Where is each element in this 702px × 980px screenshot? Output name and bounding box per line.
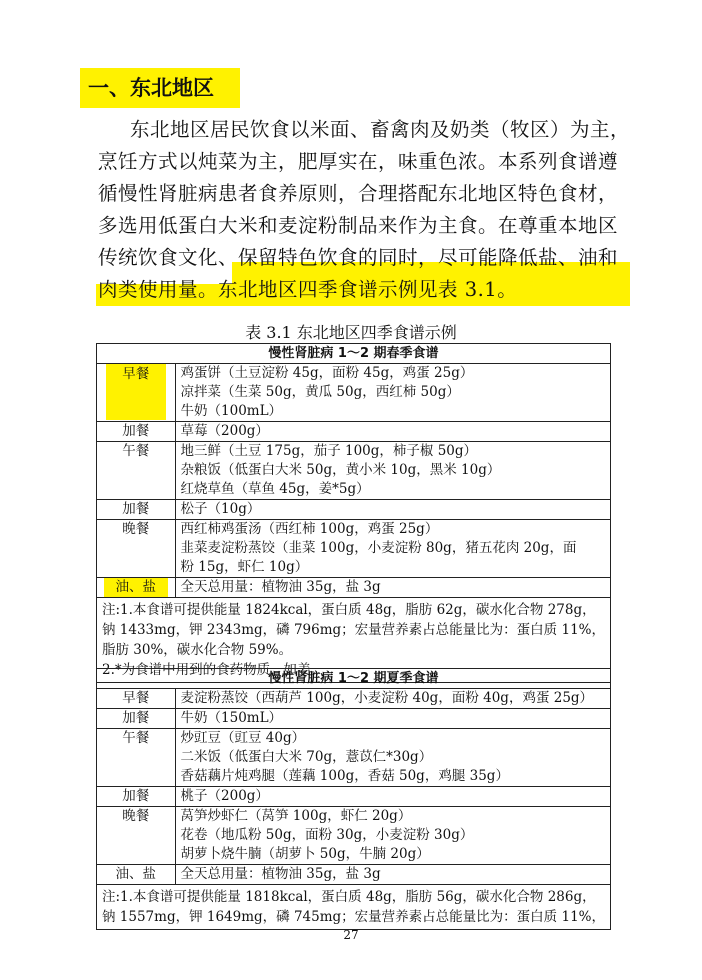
note-line: 注:1.本食谱可提供能量 1818kcal，蛋白质 48g，脂肪 56g，碳水化合物 286g，: [102, 889, 596, 905]
meal-label: 晚餐: [97, 520, 176, 578]
food-item: 炒豇豆（豇豆 40g）: [180, 730, 306, 746]
note-line: 注:1.本食谱可提供能量 1824kcal，蛋白质 48g，脂肪 62g，碳水化合物 278g，: [102, 602, 596, 618]
table-row: [97, 422, 611, 442]
paragraph-line: 肉类使用量。东北地区四季食谱示例见表 3.1。: [98, 278, 518, 301]
food-item: 地三鲜（土豆 175g，茄子 100g，柿子椒 50g）: [180, 443, 478, 459]
table-row: [97, 709, 611, 729]
page-number: 27: [343, 928, 359, 942]
food-item: 香菇藕片炖鸡腿（莲藕 100g，香菇 50g，鸡腿 35g）: [180, 768, 509, 784]
food-item: 花卷（地瓜粉 50g，面粉 30g，小麦淀粉 30g）: [180, 827, 474, 843]
table-row: [97, 689, 611, 709]
meal-label: 午餐: [97, 442, 176, 500]
meal-label: 早餐: [106, 364, 166, 420]
paragraph-line: 传统饮食文化、保留特色饮食的同时，尽可能降低盐、油和: [98, 246, 619, 269]
meal-label: 早餐: [97, 689, 176, 709]
food-item: 胡萝卜烧牛腩（胡萝卜 50g，牛腩 20g）: [180, 846, 430, 862]
notes-row: [97, 885, 611, 930]
food-item: 粉 15g，虾仁 10g）: [180, 559, 309, 575]
paragraph-line: 循慢性肾脏病患者食养原则，合理搭配东北地区特色食材，: [98, 182, 619, 205]
food-item: 鸡蛋饼（土豆淀粉 45g，面粉 45g，鸡蛋 25g）: [180, 365, 474, 381]
table-row: [97, 787, 611, 807]
table-caption: 表 3.1 东北地区四季食谱示例: [245, 323, 457, 342]
food-item: 牛奶（100mL）: [180, 403, 283, 419]
note-line: 2.*为食谱中用到的食药物质，如姜。: [102, 662, 325, 678]
food-item: 莴笋炒虾仁（莴笋 100g，虾仁 20g）: [180, 808, 412, 824]
food-item: 牛奶（150mL）: [180, 710, 283, 726]
note-line: 钠 1557mg，钾 1649mg，磷 745mg；宏量营养素占总能量比为：蛋白质 11%，: [102, 909, 605, 925]
table-row: [97, 500, 611, 520]
food-item: 韭菜麦淀粉蒸饺（韭菜 100g，小麦淀粉 80g，猪五花肉 20g，面: [180, 540, 577, 556]
food-item: 二米饭（低蛋白大米 70g，薏苡仁*30g）: [180, 749, 433, 765]
meal-label: 油、盐: [97, 865, 176, 885]
meal-label: 油、盐: [104, 578, 168, 597]
paragraph-line: 多选用低蛋白大米和麦淀粉制品来作为主食。在尊重本地区: [98, 214, 619, 237]
food-item: 麦淀粉蒸饺（西葫芦 100g，小麦淀粉 40g，面粉 40g，鸡蛋 25g）: [180, 690, 594, 706]
table-row: [97, 865, 611, 885]
food-item: 凉拌菜（生菜 50g，黄瓜 50g，西红柿 50g）: [180, 384, 460, 400]
spring-menu-table: [96, 343, 611, 683]
meal-label: 加餐: [97, 787, 176, 807]
paragraph-line: 烹饪方式以炖菜为主，肥厚实在，味重色浓。本系列食谱遵: [98, 150, 619, 173]
table-row: [97, 364, 611, 422]
table-title: 慢性肾脏病 1～2 期春季食谱: [97, 344, 611, 364]
summer-menu-table: [96, 668, 611, 930]
table-title: 慢性肾脏病 1～2 期夏季食谱: [97, 669, 611, 689]
meal-label: 加餐: [97, 500, 176, 520]
food-item: 杂粮饭（低蛋白大米 50g，黄小米 10g，黑米 10g）: [180, 462, 501, 478]
note-line: 钠 1433mg，钾 2343mg，磷 796mg；宏量营养素占总能量比为：蛋白质 11%，: [102, 622, 605, 638]
food-item: 全天总用量：植物油 35g，盐 3g: [180, 579, 381, 595]
meal-label: 加餐: [97, 422, 176, 442]
note-line: 脂肪 30%，碳水化合物 59%。: [102, 642, 293, 658]
table-row: [97, 807, 611, 865]
food-item: 松子（10g）: [180, 501, 261, 517]
paragraph-line: 东北地区居民饮食以米面、畜禽肉及奶类（牧区）为主，: [130, 118, 631, 141]
table-row: [97, 442, 611, 500]
table-row: [97, 520, 611, 578]
food-item: 全天总用量：植物油 35g，盐 3g: [180, 866, 381, 882]
meal-label: 晚餐: [97, 807, 176, 865]
table-row: [97, 578, 611, 598]
food-item: 桃子（200g）: [180, 788, 269, 804]
section-heading: 一、东北地区: [80, 68, 240, 108]
food-item: 西红柿鸡蛋汤（西红柿 100g，鸡蛋 25g）: [180, 521, 439, 537]
meal-label: 加餐: [97, 709, 176, 729]
food-item: 红烧草鱼（草鱼 45g，姜*5g）: [180, 481, 370, 497]
food-item: 草莓（200g）: [180, 423, 269, 439]
table-row: [97, 729, 611, 787]
meal-label: 午餐: [97, 729, 176, 787]
